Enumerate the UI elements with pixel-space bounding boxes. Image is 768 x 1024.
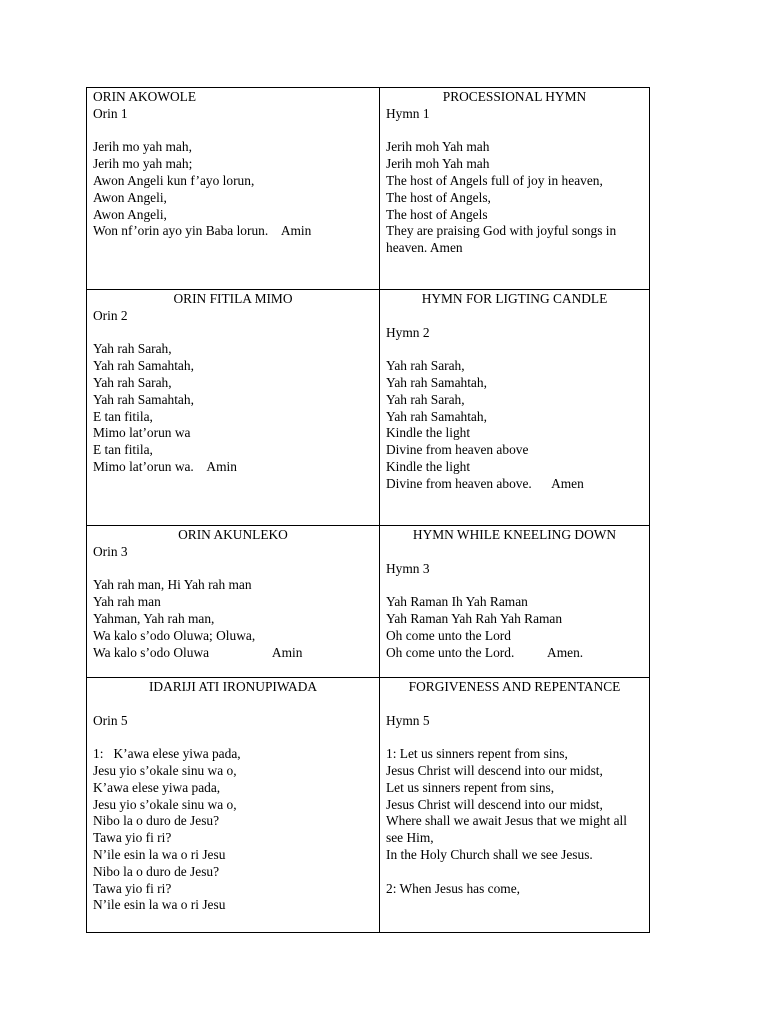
- table-row: [87, 88, 650, 290]
- verse-line: Yah rah Samahtah,: [93, 391, 194, 407]
- verse-line: Wa kalo s’odo Oluwa; Oluwa,: [93, 627, 256, 643]
- hymn-number: Orin 1: [93, 105, 128, 121]
- section-heading: HYMN FOR LIGTING CANDLE: [421, 291, 608, 306]
- hymn-number: Hymn 1: [386, 105, 430, 121]
- yoruba-cell: [87, 88, 380, 290]
- yoruba-cell: [87, 678, 380, 933]
- verse-line: Oh come unto the Lord. Amen.: [386, 644, 584, 660]
- verse-line: Kindle the light: [386, 425, 471, 441]
- verse-line: Oh come unto the Lord: [386, 627, 511, 643]
- verse-line: Divine from heaven above: [386, 442, 529, 458]
- verse-line: N’ile esin la wa o ri Jesu: [93, 897, 226, 913]
- verse-line: Tawa yio fi ri?: [93, 880, 172, 896]
- table-row: [87, 678, 650, 933]
- table-row: [87, 526, 650, 678]
- verse-line: Awon Angeli,: [93, 206, 167, 222]
- verse-line: Where shall we await Jesus that we might all see Him,: [386, 813, 627, 846]
- verse-line: Jesus Christ will descend into our midst,: [386, 762, 603, 778]
- section-heading: ORIN FITILA MIMO: [173, 291, 293, 306]
- table-row: [87, 290, 650, 526]
- verse-line: Yah rah Sarah,: [93, 374, 172, 390]
- hymn-number: Hymn 2: [386, 324, 430, 340]
- hymn-number: Orin 5: [93, 712, 128, 728]
- verse-line: Yah rah Samahtah,: [386, 374, 487, 390]
- verse-line: Divine from heaven above. Amen: [386, 475, 584, 491]
- verse-line: Yah rah Sarah,: [386, 358, 465, 374]
- verse-line: K’awa elese yiwa pada,: [93, 779, 221, 795]
- verse-line: Yah rah Sarah,: [93, 341, 172, 357]
- verse-line: 2: When Jesus has come,: [386, 880, 521, 896]
- english-cell: [380, 526, 650, 678]
- verse-line: Jerih mo yah mah,: [93, 139, 192, 155]
- verse-line: Jesu yio s’okale sinu wa o,: [93, 796, 237, 812]
- hymn-table: [86, 87, 650, 933]
- verse-line: In the Holy Church shall we see Jesus.: [386, 846, 593, 862]
- english-cell: [380, 290, 650, 526]
- verse-line: Yah rah man: [93, 594, 161, 610]
- section-heading: PROCESSIONAL HYMN: [442, 89, 587, 104]
- verse-line: Mimo lat’orun wa: [93, 425, 191, 441]
- verse-line: Yahman, Yah rah man,: [93, 610, 215, 626]
- english-cell: [380, 678, 650, 933]
- verse-line: Jerih moh Yah mah: [386, 139, 490, 155]
- verse-line: Yah rah man, Hi Yah rah man: [93, 577, 252, 593]
- verse-line: Nibo la o duro de Jesu?: [93, 863, 220, 879]
- verse-line: Awon Angeli,: [93, 189, 167, 205]
- section-heading: HYMN WHILE KNEELING DOWN: [412, 527, 617, 542]
- hymn-number: Hymn 5: [386, 712, 430, 728]
- verse-line: Yah rah Samahtah,: [386, 408, 487, 424]
- hymn-number: Orin 2: [93, 307, 128, 323]
- verse-line: The host of Angels: [386, 206, 488, 222]
- verse-line: Nibo la o duro de Jesu?: [93, 813, 220, 829]
- verse-line: E tan fitila,: [93, 408, 153, 424]
- yoruba-cell: [87, 290, 380, 526]
- verse-line: Mimo lat’orun wa. Amin: [93, 458, 237, 474]
- verse-line: Jerih moh Yah mah: [386, 156, 490, 172]
- verse-line: 1: K’awa elese yiwa pada,: [93, 746, 241, 762]
- hymn-number: Hymn 3: [386, 560, 430, 576]
- verse-line: Yah rah Sarah,: [386, 391, 465, 407]
- verse-line: Wa kalo s’odo Oluwa Amin: [93, 644, 303, 660]
- verse-line: The host of Angels,: [386, 189, 491, 205]
- verse-line: 1: Let us sinners repent from sins,: [386, 746, 568, 762]
- verse-line: N’ile esin la wa o ri Jesu: [93, 846, 226, 862]
- section-heading: ORIN AKOWOLE: [93, 89, 197, 104]
- hymn-number: Orin 3: [93, 543, 128, 559]
- verse-line: Let us sinners repent from sins,: [386, 779, 555, 795]
- verse-line: Tawa yio fi ri?: [93, 830, 172, 846]
- section-heading: IDARIJI ATI IRONUPIWADA: [148, 679, 318, 694]
- verse-line: Jesu yio s’okale sinu wa o,: [93, 762, 237, 778]
- verse-line: Jerih mo yah mah;: [93, 156, 193, 172]
- verse-line: Jesus Christ will descend into our midst,: [386, 796, 603, 812]
- english-cell: [380, 88, 650, 290]
- verse-line: Yah rah Samahtah,: [93, 358, 194, 374]
- verse-line: Yah Raman Yah Rah Yah Raman: [386, 610, 563, 626]
- verse-line: Kindle the light: [386, 458, 471, 474]
- verse-line: Won nf’orin ayo yin Baba lorun. Amin: [93, 223, 312, 239]
- yoruba-cell: [87, 526, 380, 678]
- verse-line: Awon Angeli kun f’ayo lorun,: [93, 172, 255, 188]
- section-heading: ORIN AKUNLEKO: [178, 527, 288, 542]
- verse-line: E tan fitila,: [93, 442, 153, 458]
- section-heading: FORGIVENESS AND REPENTANCE: [408, 679, 621, 694]
- verse-line: They are praising God with joyful songs in heaven. Amen: [386, 223, 617, 256]
- verse-line: The host of Angels full of joy in heaven,: [386, 172, 603, 188]
- verse-line: Yah Raman Ih Yah Raman: [386, 594, 528, 610]
